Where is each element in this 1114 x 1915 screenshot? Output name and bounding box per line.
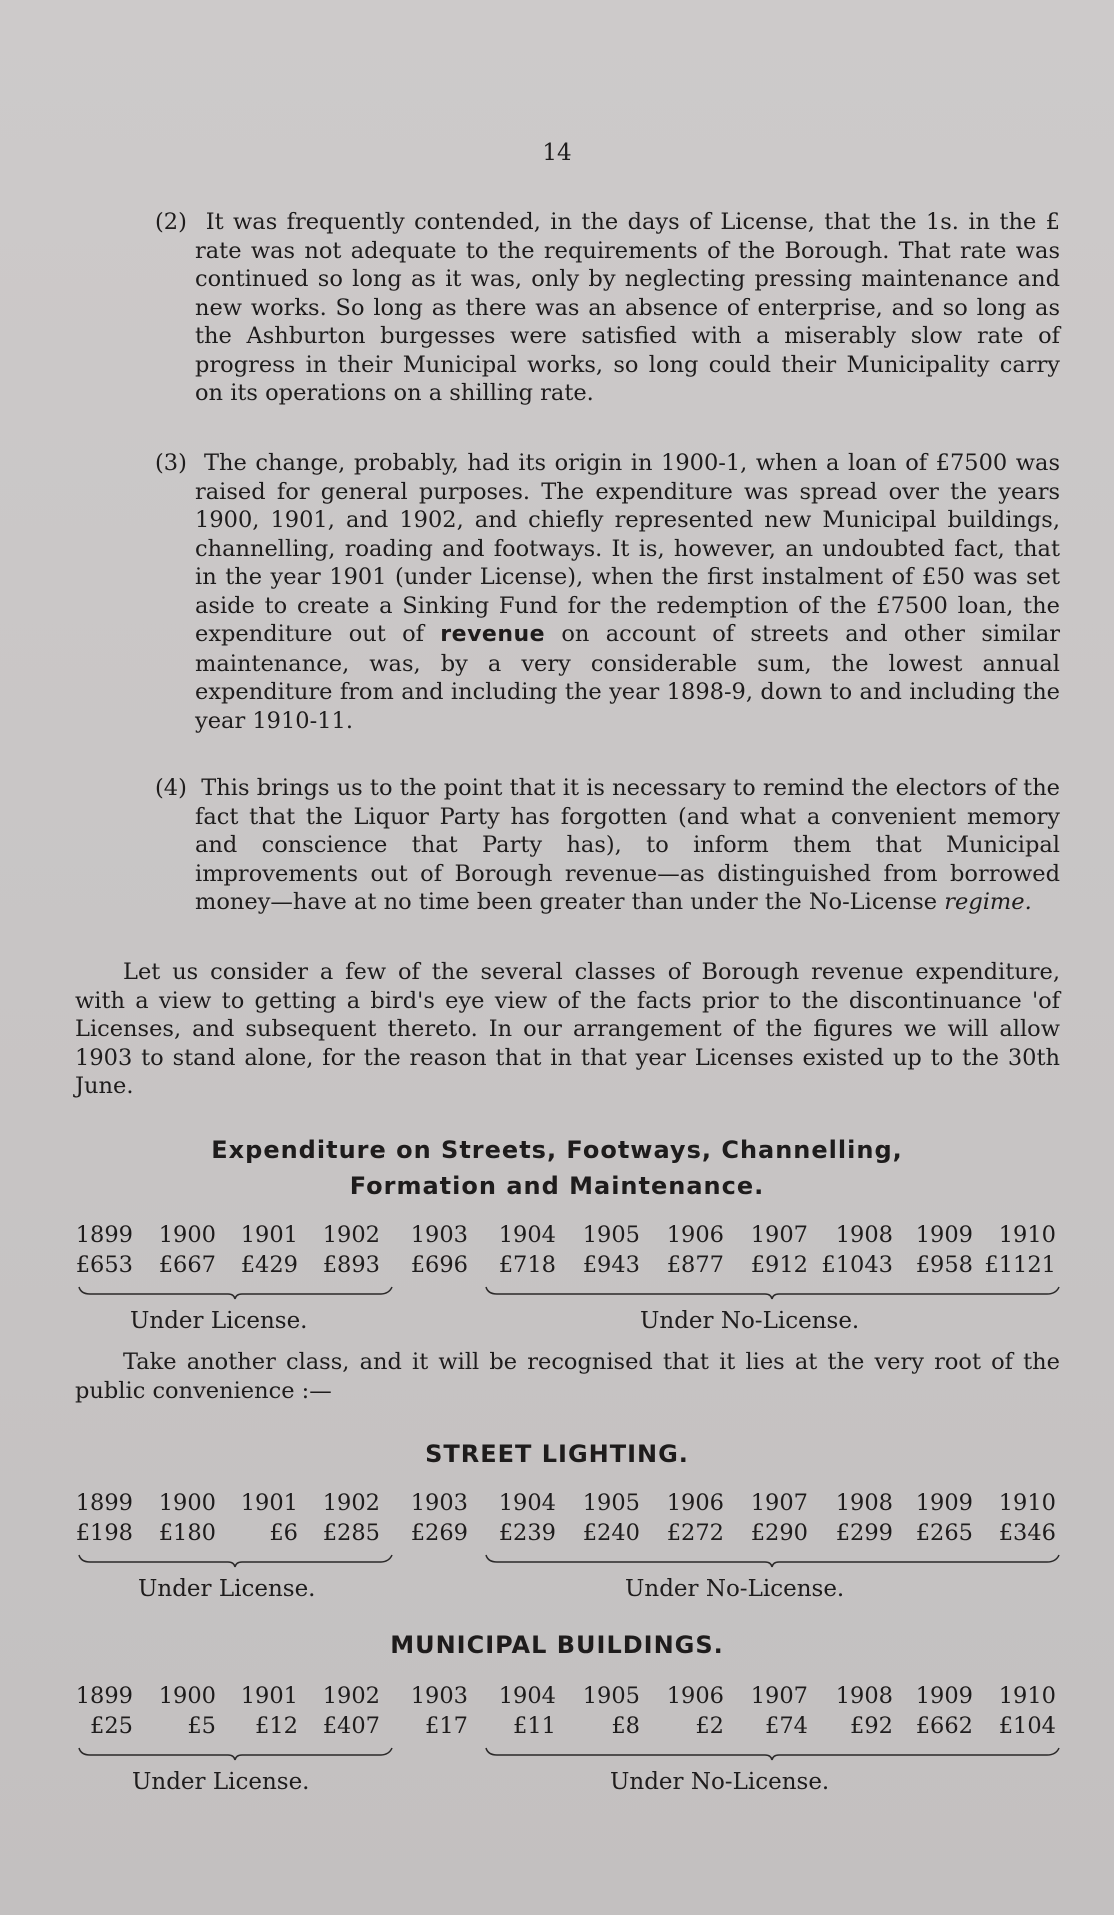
year-cell: 1902 — [322, 1490, 380, 1516]
value-cell: £429 — [240, 1252, 298, 1278]
value-cell: £6 — [269, 1520, 298, 1546]
year-cell: 1905 — [582, 1222, 640, 1248]
heading-streets: Expenditure on Streets, Footways, Channelling, — [211, 1136, 903, 1164]
year-cell: 1902 — [322, 1222, 380, 1248]
year-cell: 1901 — [240, 1490, 298, 1516]
value-cell: £198 — [75, 1520, 133, 1546]
table-municipal-buildings — [70, 1683, 1060, 1795]
value-cell: £12 — [255, 1713, 298, 1739]
year-cell: 1899 — [75, 1490, 133, 1516]
year-cell: 1899 — [75, 1683, 133, 1709]
value-cell: £958 — [915, 1252, 973, 1278]
value-cell: £943 — [582, 1252, 640, 1278]
year-cell: 1910 — [998, 1683, 1056, 1709]
value-cell: £285 — [322, 1520, 380, 1546]
value-cell: £667 — [158, 1252, 216, 1278]
value-cell: £912 — [750, 1252, 808, 1278]
item-3 — [155, 449, 1060, 735]
item-2 — [155, 208, 1060, 408]
label-under-no-license: Under No-License. — [610, 1769, 830, 1795]
value-cell: £346 — [998, 1520, 1056, 1546]
year-cell: 1908 — [835, 1683, 893, 1709]
year-cell: 1900 — [158, 1490, 216, 1516]
year-cell: 1900 — [158, 1683, 216, 1709]
value-cell: £662 — [915, 1713, 973, 1739]
brace-no-license — [485, 1286, 1060, 1300]
year-cell: 1909 — [915, 1222, 973, 1248]
value-cell: £74 — [765, 1713, 808, 1739]
years-row — [70, 1490, 1060, 1520]
year-cell: 1902 — [322, 1683, 380, 1709]
value-cell: £239 — [498, 1520, 556, 1546]
brace-license — [78, 1286, 393, 1300]
values-row — [70, 1520, 1060, 1550]
value-cell: £653 — [75, 1252, 133, 1278]
year-cell: 1904 — [498, 1222, 556, 1248]
year-cell: 1903 — [410, 1222, 468, 1248]
year-cell: 1908 — [835, 1490, 893, 1516]
value-cell: £104 — [998, 1713, 1056, 1739]
year-cell: 1907 — [750, 1683, 808, 1709]
table-street-lighting — [70, 1490, 1060, 1602]
year-cell: 1900 — [158, 1222, 216, 1248]
year-cell: 1906 — [666, 1490, 724, 1516]
value-cell: £269 — [410, 1520, 468, 1546]
value-cell: £272 — [666, 1520, 724, 1546]
value-cell: £407 — [322, 1713, 380, 1739]
table-streets — [70, 1222, 1060, 1334]
year-cell: 1904 — [498, 1490, 556, 1516]
paragraph-another: Take another class, and it will be recognised that it lies at the very root of the public convenience :— — [75, 1349, 1060, 1404]
values-row — [70, 1713, 1060, 1743]
brace-no-license — [485, 1554, 1060, 1568]
value-cell: £92 — [850, 1713, 893, 1739]
brace-license — [78, 1747, 393, 1761]
value-cell: £11 — [513, 1713, 556, 1739]
year-cell: 1909 — [915, 1683, 973, 1709]
value-cell: £290 — [750, 1520, 808, 1546]
year-cell: 1907 — [750, 1222, 808, 1248]
item-4 — [155, 774, 1060, 917]
italic-word: regime. — [944, 889, 1032, 915]
item-text: on account of streets and other similar maintenance, was, by a very considerable sum, the lowest annual expenditure from and including the year 1898-9, down to and including the year 1910-11. — [195, 621, 1060, 734]
label-under-license: Under License. — [138, 1576, 316, 1602]
value-cell: £1121 — [984, 1252, 1056, 1278]
value-cell: £893 — [322, 1252, 380, 1278]
emphasis-word: revenue — [440, 622, 546, 647]
heading-streets-line2: Formation and Maintenance. — [349, 1172, 765, 1200]
item-number: (4) — [155, 775, 187, 801]
label-under-license: Under License. — [132, 1769, 310, 1795]
year-cell: 1903 — [410, 1683, 468, 1709]
value-cell: £240 — [582, 1520, 640, 1546]
value-cell: £17 — [425, 1713, 468, 1739]
value-cell: £25 — [90, 1713, 133, 1739]
value-cell: £5 — [187, 1713, 216, 1739]
page-number: 14 — [542, 140, 572, 166]
label-under-no-license: Under No-License. — [640, 1308, 860, 1334]
years-row — [70, 1222, 1060, 1252]
year-cell: 1903 — [410, 1490, 468, 1516]
label-under-license: Under License. — [130, 1308, 308, 1334]
year-cell: 1907 — [750, 1490, 808, 1516]
year-cell: 1908 — [835, 1222, 893, 1248]
paragraph-consider: Let us consider a few of the several classes of Borough revenue expenditure, with a view to getting a bird's eye view of the facts prior to the discontinuance 'of Licenses, and subsequent thereto. In our arrangement of the figures we will allow 1903 to stand alone, for the reason that in that year Licenses existed up to the 30th June. — [75, 959, 1060, 1099]
years-row — [70, 1683, 1060, 1713]
value-cell: £180 — [158, 1520, 216, 1546]
item-text: The change, probably, had its origin in 1900-1, when a loan of £7500 was raised for general purposes. The expenditure was spread over the years 1900, 1901, and 1902, and chiefly represented new Municipal buildings, channelling, roading and footways. It is, however, an undoubted fact, that in the year 1901 (under License), when the first instalment of £50 was set aside to create a Sinking Fund for the redemption of the £7500 loan, the expenditure out of — [195, 450, 1060, 647]
heading-municipal-buildings: MUNICIPAL BUILDINGS. — [390, 1631, 724, 1659]
year-cell: 1904 — [498, 1683, 556, 1709]
values-row — [70, 1252, 1060, 1282]
year-cell: 1901 — [240, 1222, 298, 1248]
value-cell: £8 — [611, 1713, 640, 1739]
value-cell: £2 — [695, 1713, 724, 1739]
brace-license — [78, 1554, 393, 1568]
year-cell: 1901 — [240, 1683, 298, 1709]
value-cell: £877 — [666, 1252, 724, 1278]
value-cell: £1043 — [821, 1252, 893, 1278]
year-cell: 1906 — [666, 1222, 724, 1248]
year-cell: 1910 — [998, 1222, 1056, 1248]
year-cell: 1905 — [582, 1490, 640, 1516]
item-text: This brings us to the point that it is necessary to remind the electors of the fact that the Liquor Party has forgotten (and what a convenient memory and conscience that Party has), to inform them that Municipal improvements out of Borough revenue—as distinguished from borrowed money—have at no time been greater than under the No-License — [195, 775, 1060, 915]
year-cell: 1905 — [582, 1683, 640, 1709]
item-text: It was frequently contended, in the days of License, that the 1s. in the £ rate was not adequate to the requirements of the Borough. That rate was continued so long as it was, only by neglecting pressing maintenance and new works. So long as there was an absence of enterprise, and so long as the Ashburton burgesses were satisfied with a miserably slow rate of progress in their Municipal works, so long could their Municipality carry on its operations on a shilling rate. — [195, 209, 1060, 406]
value-cell: £696 — [410, 1252, 468, 1278]
year-cell: 1909 — [915, 1490, 973, 1516]
item-number: (3) — [155, 450, 187, 476]
heading-street-lighting: STREET LIGHTING. — [425, 1440, 689, 1468]
value-cell: £265 — [915, 1520, 973, 1546]
value-cell: £299 — [835, 1520, 893, 1546]
value-cell: £718 — [498, 1252, 556, 1278]
year-cell: 1906 — [666, 1683, 724, 1709]
year-cell: 1910 — [998, 1490, 1056, 1516]
year-cell: 1899 — [75, 1222, 133, 1248]
label-under-no-license: Under No-License. — [625, 1576, 845, 1602]
item-number: (2) — [155, 209, 187, 235]
brace-no-license — [485, 1747, 1060, 1761]
